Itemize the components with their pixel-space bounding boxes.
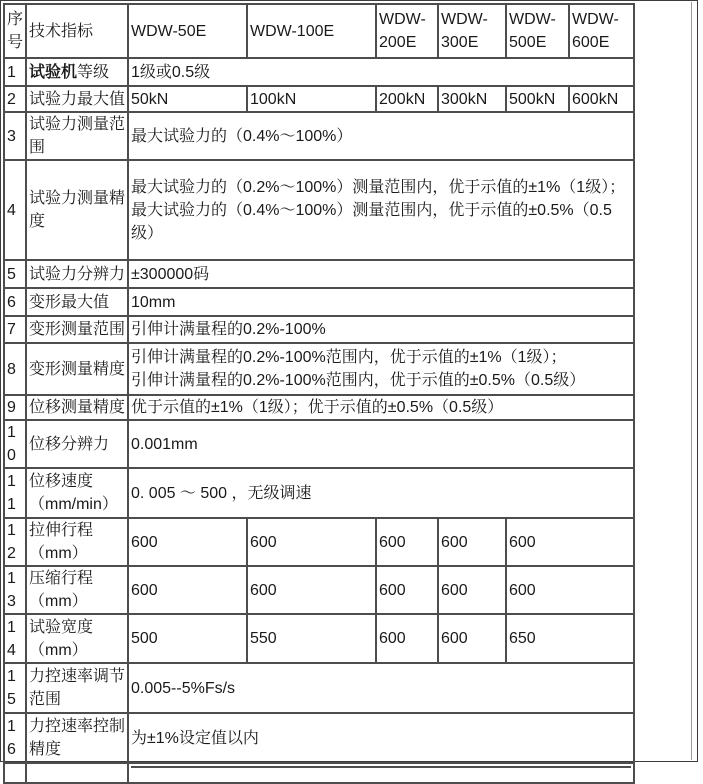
- header-cell-wdw200e: WDW-200E: [376, 4, 438, 58]
- row-number-cell: 16: [4, 713, 26, 763]
- spec-value-line: 最大试验力的（0.4%～100%）测量范围内，优于示值的±0.5%（0.5级）: [131, 201, 612, 242]
- spec-label-cell: 位移测量精度: [26, 395, 128, 420]
- table-row: [4, 468, 634, 518]
- page-frame-inner-border: [691, 2, 692, 760]
- spec-value-cell: 600: [128, 566, 247, 614]
- table-row-cutoff: [4, 763, 634, 783]
- row-number-cell: 8: [4, 343, 26, 395]
- spec-value-cell: 50kN: [128, 86, 247, 112]
- row-number-cell: 9: [4, 395, 26, 420]
- spec-value-cell: 600: [128, 518, 247, 566]
- spec-value-cell: 100kN: [247, 86, 376, 112]
- spec-value-cell: 600: [438, 614, 506, 663]
- spec-label-cell: 位移分辨力: [26, 420, 128, 468]
- header-cell-wdw600e: WDW-600E: [569, 4, 634, 58]
- spec-value-cell: 600: [376, 518, 438, 566]
- header-cell-wdw300e: WDW-300E: [438, 4, 506, 58]
- spec-table: [3, 3, 635, 784]
- spec-value-cell: 200kN: [376, 86, 438, 112]
- spec-value-cell: 600: [506, 566, 634, 614]
- spec-label-bold: 试验机: [29, 63, 78, 81]
- row-number-cell: 7: [4, 316, 26, 343]
- spec-label-cell: 变形测量范围: [26, 316, 128, 343]
- row-number-cell: 14: [4, 614, 26, 663]
- header-cell-indicator: 技术指标: [26, 4, 128, 58]
- spec-value-cell: 600: [376, 614, 438, 663]
- table-row: [4, 420, 634, 468]
- spec-label-cell: 试验宽度（mm）: [26, 614, 128, 663]
- spec-value-cell: 550: [247, 614, 376, 663]
- spec-value-cell: 引伸计满量程的0.2%-100%: [128, 316, 634, 343]
- spec-label-cell: 拉伸行程（mm）: [26, 518, 128, 566]
- table-row: [4, 288, 634, 316]
- cutoff-row-line: [131, 766, 631, 768]
- spec-value-cell: 0. 005 ～ 500 ，无级调速: [128, 468, 634, 518]
- spec-label-cell: 力控速率调节范围: [26, 663, 128, 713]
- header-cell-wdw500e: WDW-500E: [506, 4, 569, 58]
- table-row: [4, 260, 634, 288]
- spec-value-cell: 为±1%设定值以内: [128, 713, 634, 763]
- spec-value-cell: 10mm: [128, 288, 634, 316]
- row-number-cell: 4: [4, 160, 26, 260]
- spec-value-cell: ±300000码: [128, 260, 634, 288]
- spec-label-rest: 等级: [77, 63, 110, 81]
- header-cell-wdw100e: WDW-100E: [247, 4, 376, 58]
- spec-value-cell: 500: [128, 614, 247, 663]
- spec-value-cell: 600kN: [569, 86, 634, 112]
- spec-label-cell: 变形最大值: [26, 288, 128, 316]
- spec-value-cell: 600: [247, 566, 376, 614]
- spec-label-cell: 试验力分辨力: [26, 260, 128, 288]
- table-row: [4, 58, 634, 86]
- row-number-cell: 2: [4, 86, 26, 112]
- table-row: [4, 518, 634, 566]
- header-cell-wdw50e: WDW-50E: [128, 4, 247, 58]
- row-number-cell: 13: [4, 566, 26, 614]
- table-row: [4, 395, 634, 420]
- row-number-cell: 15: [4, 663, 26, 713]
- table-row: [4, 160, 634, 260]
- spec-label-cell: 压缩行程（mm）: [26, 566, 128, 614]
- spec-value-line: 最大试验力的（0.2%～100%）测量范围内，优于示值的±1%（1级）；: [131, 178, 626, 196]
- row-number-cell: 5: [4, 260, 26, 288]
- spec-value-line: 引伸计满量程的0.2%-100%范围内，优于示值的±0.5%（0.5级）: [131, 372, 586, 389]
- row-number-cell: 11: [4, 468, 26, 518]
- row-number-cell: 10: [4, 420, 26, 468]
- spec-value-cell: 500kN: [506, 86, 569, 112]
- spec-label-cell: 变形测量精度: [26, 343, 128, 395]
- spec-label-cell: 试验力测量精度: [26, 160, 128, 260]
- spec-value-cell: 650: [506, 614, 634, 663]
- row-number-cell: 1: [4, 58, 26, 86]
- table-row: [4, 713, 634, 763]
- spec-value-cell: [128, 763, 634, 783]
- spec-value-cell: 0.005--5%Fs/s: [128, 663, 634, 713]
- spec-label-cell: [26, 58, 128, 86]
- spec-label-cell: 力控速率控制精度: [26, 713, 128, 763]
- spec-value-cell: 600: [438, 566, 506, 614]
- row-number-cell: 12: [4, 518, 26, 566]
- row-number-cell: 6: [4, 288, 26, 316]
- table-row: [4, 86, 634, 112]
- spec-label-cell: 位移速度（mm/min）: [26, 468, 128, 518]
- spec-value-cell: [128, 343, 634, 395]
- spec-label-cell: 试验力最大值: [26, 86, 128, 112]
- spec-label-cell: 试验力测量范围: [26, 112, 128, 160]
- spec-label-cell: [26, 763, 128, 783]
- row-number-cell: [4, 763, 26, 783]
- spec-value-cell: 600: [506, 518, 634, 566]
- header-row: [4, 4, 634, 58]
- table-row: [4, 663, 634, 713]
- table-row: [4, 112, 634, 160]
- spec-value-cell: 600: [438, 518, 506, 566]
- spec-value-cell: 最大试验力的（0.4%～100%）: [128, 112, 634, 160]
- header-cell-seq: 序号: [4, 4, 26, 58]
- table-row: [4, 316, 634, 343]
- spec-value-line: 引伸计满量程的0.2%-100%范围内，优于示值的±1%（1级）；: [131, 349, 567, 366]
- spec-value-cell: [128, 160, 634, 260]
- row-number-cell: 3: [4, 112, 26, 160]
- spec-value-cell: 600: [247, 518, 376, 566]
- spec-value-cell: 600: [376, 566, 438, 614]
- spec-value-cell: 0.001mm: [128, 420, 634, 468]
- table-row: [4, 566, 634, 614]
- table-row: [4, 614, 634, 663]
- spec-value-cell: 300kN: [438, 86, 506, 112]
- spec-value-cell: 1级或0.5级: [128, 58, 634, 86]
- table-row: [4, 343, 634, 395]
- spec-value-cell: 优于示值的±1%（1级）；优于示值的±0.5%（0.5级）: [128, 395, 634, 420]
